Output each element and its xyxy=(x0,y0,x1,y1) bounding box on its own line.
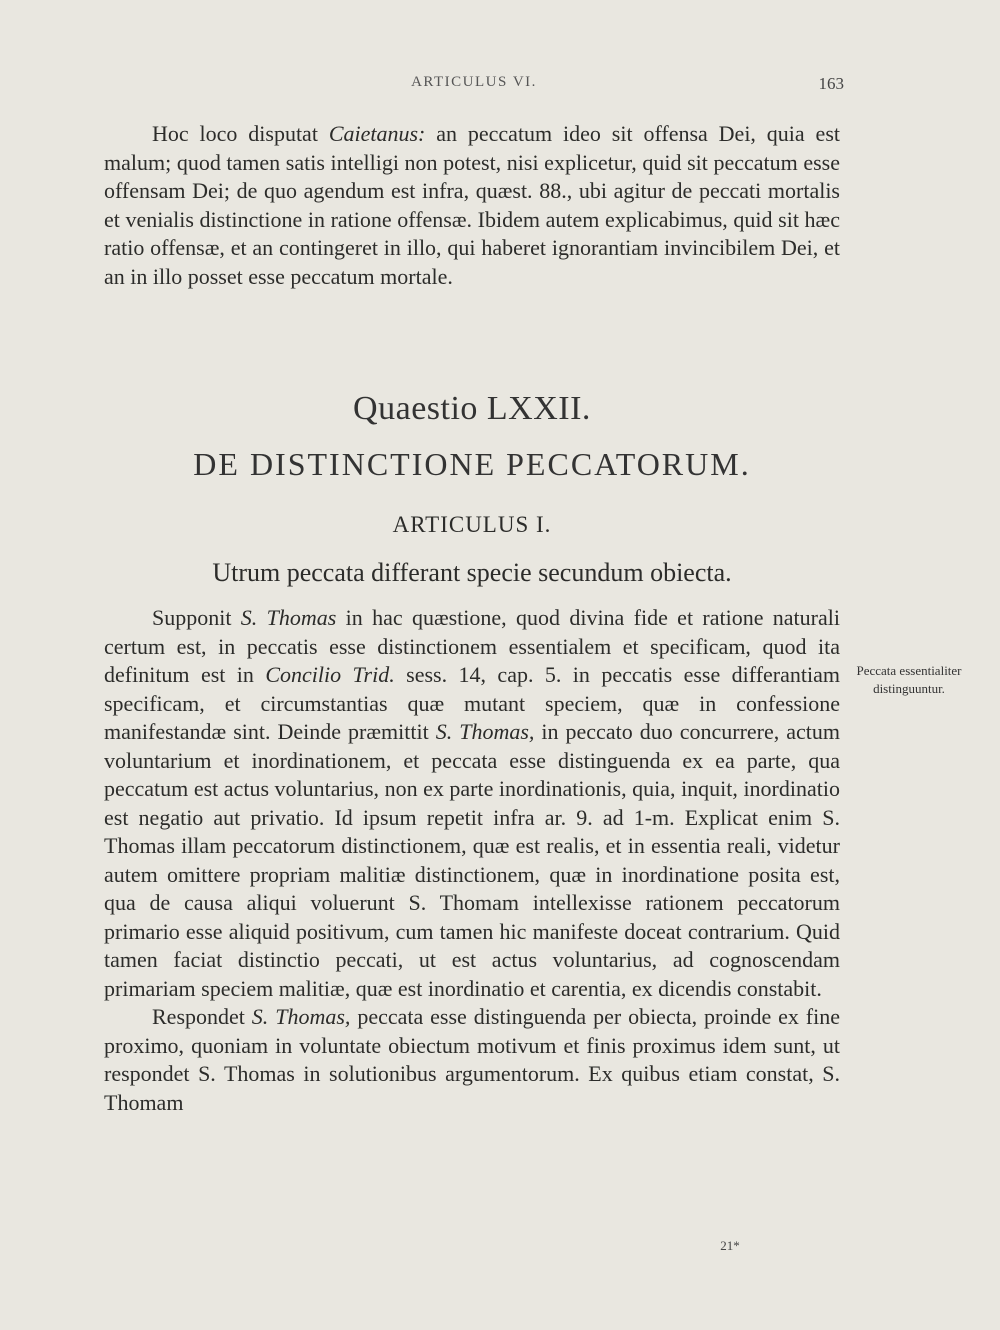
supponit-text-3: sess. 14, cap. 5. in peccatis esse differantiam specificam, et circumstantias quæ mutant speciem, quæ in confessione manifestandæ sint. Deinde præmittit xyxy=(104,662,840,744)
respondet-paragraph xyxy=(104,1003,840,1117)
author-ref-2: S. Thomas, xyxy=(435,719,535,744)
intro-text-2: an peccatum ideo sit offensa Dei, quia est malum; quod tamen satis intelligi non potest, nisi explicetur, quid sit peccatum esse offensam Dei; de quo agendum est infra, quæst. 88., ubi agitur de peccati mortalis et venialis distinctione in ratione offensæ. Ibidem autem explicabimus, quid sit hæc ratio offensæ, et an contingeret in illo, qui haberet ignorantiam invincibilem Dei, et an in illo posset esse peccatum mortale. xyxy=(104,121,840,289)
intro-paragraph xyxy=(104,120,840,291)
page-number: 163 xyxy=(818,74,844,93)
intro-text-1: Hoc loco disputat xyxy=(152,121,329,146)
intro-paragraph-block xyxy=(104,120,840,291)
running-title: ARTICULUS VI. xyxy=(411,74,537,90)
supponit-text-2: in hac quæstione, quod divina fide et ratione naturali certum est, in peccatis esse distinctionem essentialem et specificam, quod ita definitum est in xyxy=(104,605,840,687)
supponit-text-4: in peccato duo concurrere, actum voluntarium et inordinationem, et peccata esse distinguenda ex ea parte, qua peccatum est actus voluntarius, non ex parte inordinationis, quia, inquit, inordinatio est negatio aut privatio. Id ipsum repetit infra ar. 9. ad 1-m. Explicat enim S. Thomas illam peccatorum distinctionem, quæ est realis, et in essentia reali, videtur autem omittere propriam malitiæ distinctionem, quæ in inordinatione posita est, qua de causa aliqui voluerunt S. Thomam intellexisse rationem peccatorum primario esse aliquid positivum, cum tamen hic manifeste doceat contrarium. Quid tamen faciat distinctio peccati, ut est actus voluntarius, ad cognoscendam primariam speciem malitiæ, quæ est inordinatio et carentia, ex dicendis constabit. xyxy=(104,719,841,1001)
running-head xyxy=(104,74,844,98)
supponit-text-1: Supponit xyxy=(152,605,241,630)
author-ref-1: S. Thomas xyxy=(240,605,337,630)
question-number: Quaestio LXXII. xyxy=(353,390,591,427)
main-text-block xyxy=(104,604,840,1117)
article-label: ARTICULUS I. xyxy=(392,512,552,537)
council-ref: Concilio Trid. xyxy=(265,662,395,687)
respondet-text-2: peccata esse distinguenda per obiecta, proinde ex fine proximo, quoniam in voluntate obiectum motivum et finis proximus idem sunt, ut respondet S. Thomas in solutionibus argumentorum. Ex quibus etiam constat, S. Thomam xyxy=(104,1004,841,1115)
supponit-paragraph xyxy=(104,604,840,1003)
respondet-text-1: Respondet xyxy=(152,1004,252,1029)
article-question: Utrum peccata differant specie secundum obiecta. xyxy=(212,558,732,587)
author-name: Caietanus: xyxy=(328,121,426,146)
question-title: DE DISTINCTIONE PECCATORUM. xyxy=(193,446,751,482)
margin-note: Peccata essentialiter distinguuntur. xyxy=(856,663,962,696)
signature-mark: 21* xyxy=(720,1238,740,1253)
author-ref-3: S. Thomas, xyxy=(251,1004,351,1029)
